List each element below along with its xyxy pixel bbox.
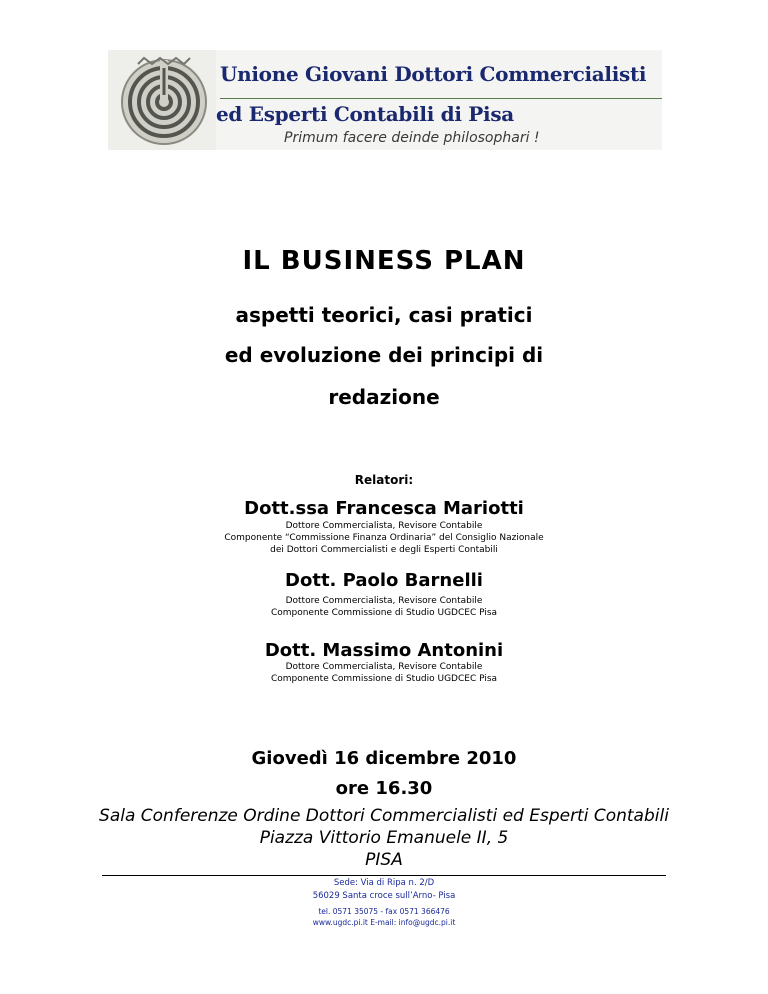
event-subtitle-line1: aspetti teorici, casi pratici bbox=[235, 303, 533, 327]
footer-city: 56029 Santa croce sull’Arno- Pisa bbox=[312, 891, 456, 901]
organization-motto: Primum facere deinde philosophari ! bbox=[284, 130, 540, 146]
venue-line2: Piazza Vittorio Emanuele II, 5 bbox=[259, 828, 509, 848]
speaker-description-line: Componente Commissione di Studio UGDCEC Pisa bbox=[270, 608, 498, 618]
event-date: Giovedì 16 dicembre 2010 bbox=[251, 748, 517, 769]
event-subtitle-line3: redazione bbox=[328, 385, 440, 409]
speaker-name: Dott.ssa Francesca Mariotti bbox=[244, 498, 524, 519]
speaker-description bbox=[0, 595, 768, 619]
event-time: ore 16.30 bbox=[335, 778, 433, 799]
labyrinth-emblem-icon bbox=[108, 50, 216, 150]
organization-name-line2: ed Esperti Contabili di Pisa bbox=[216, 102, 514, 126]
speaker-description-line: Componente Commissione di Studio UGDCEC Pisa bbox=[270, 674, 498, 684]
footer-address: Sede: Via di Ripa n. 2/D bbox=[333, 878, 435, 888]
organization-header bbox=[108, 50, 662, 150]
speaker-description-line: dei Dottori Commercialisti e degli Esperti Contabili bbox=[270, 545, 498, 555]
header-divider bbox=[220, 98, 662, 99]
speaker-description-line: Dottore Commercialista, Revisore Contabile bbox=[285, 521, 483, 531]
venue-line1: Sala Conferenze Ordine Dottori Commercialisti ed Esperti Contabili bbox=[99, 806, 669, 826]
event-subtitle-line2: ed evoluzione dei principi di bbox=[224, 343, 544, 367]
event-title: IL BUSINESS PLAN bbox=[242, 246, 526, 276]
speaker-name: Dott. Paolo Barnelli bbox=[285, 570, 483, 591]
speaker-description bbox=[0, 520, 768, 556]
footer-phone-fax: tel. 0571 35075 - fax 0571 366476 bbox=[318, 907, 450, 916]
footer-divider bbox=[102, 875, 666, 876]
speaker-description-line: Dottore Commercialista, Revisore Contabile bbox=[285, 662, 483, 672]
venue-city: PISA bbox=[365, 850, 403, 870]
speaker-description-line: Componente “Commissione Finanza Ordinaria” del Consiglio Nazionale bbox=[224, 533, 544, 543]
organization-name-line1: Unione Giovani Dottori Commercialisti bbox=[220, 62, 647, 86]
speaker-name: Dott. Massimo Antonini bbox=[264, 640, 504, 661]
speaker-description-line: Dottore Commercialista, Revisore Contabile bbox=[285, 596, 483, 606]
footer-web-email: www.ugdc.pi.it E-mail: info@ugdc.pi.it bbox=[312, 918, 456, 927]
speaker-description bbox=[0, 661, 768, 685]
speakers-label: Relatori: bbox=[354, 473, 414, 487]
